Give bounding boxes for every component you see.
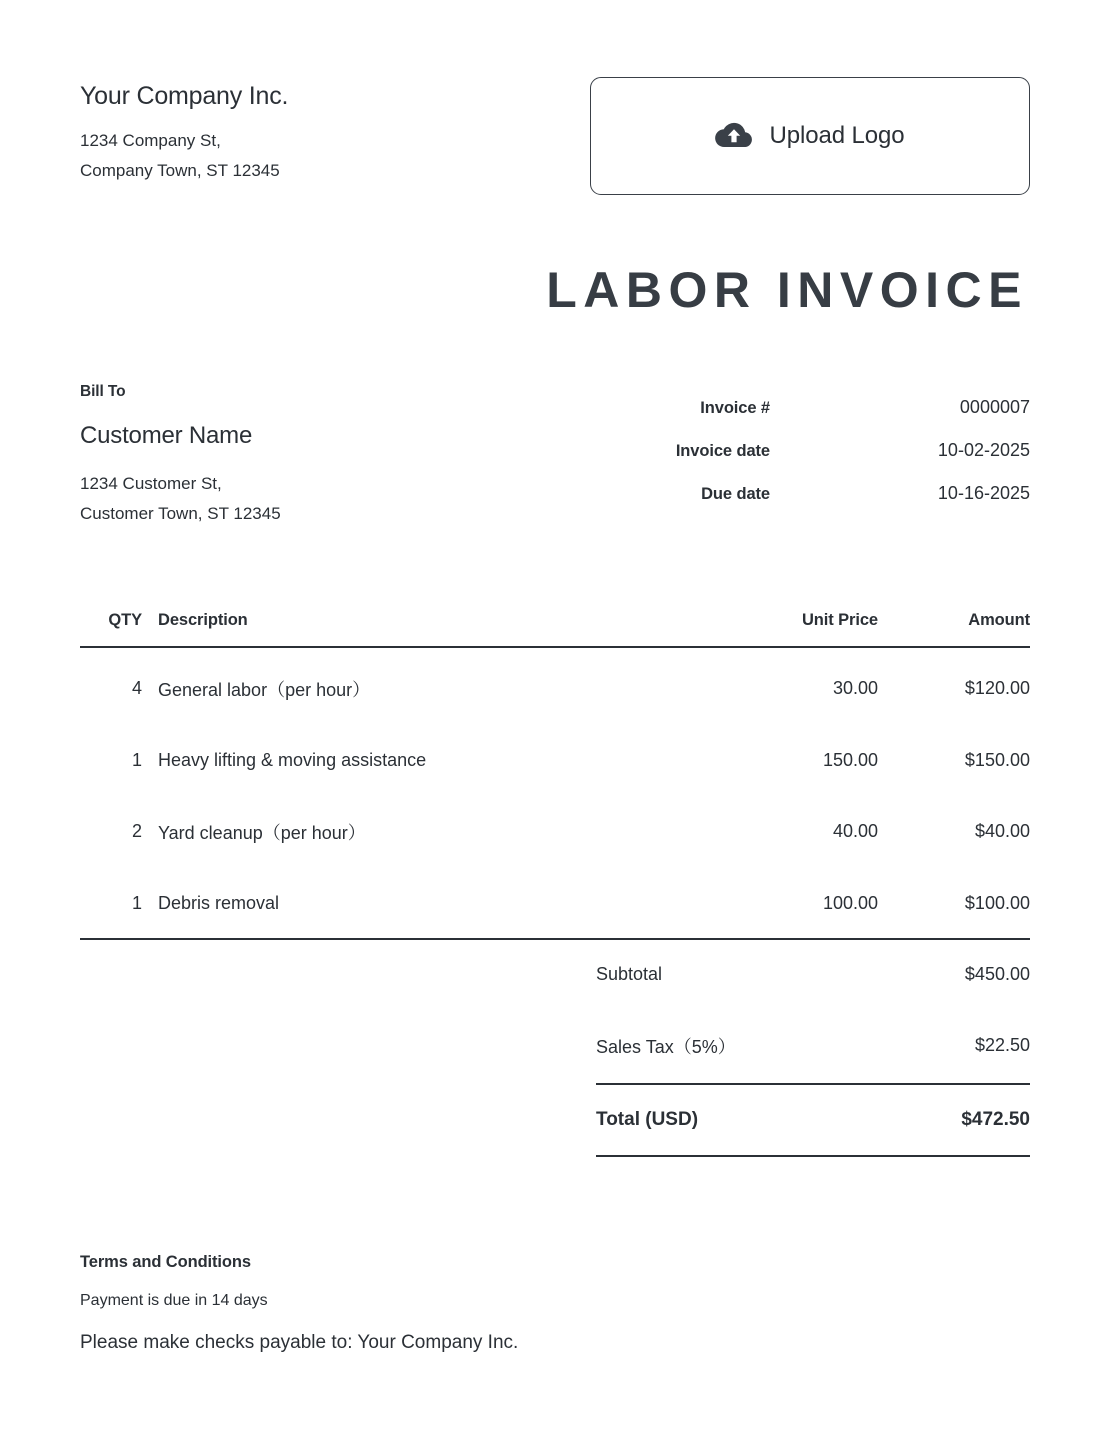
total-value: $472.50 [887, 1084, 1030, 1156]
table-row [80, 869, 1030, 939]
invoice-header [80, 0, 1030, 195]
row-unit-price: 150.00 [822, 749, 878, 770]
row-description: General labor（per hour） [158, 679, 371, 700]
company-name: Your Company Inc. [80, 82, 289, 110]
row-unit-price: 30.00 [832, 678, 878, 699]
terms-payment-due: Payment is due in 14 days [80, 1292, 268, 1309]
terms-checks-payable: Please make checks payable to: Your Company Inc. [80, 1332, 519, 1353]
bill-to-block [80, 383, 281, 530]
invoice-number-value: 0000007 [959, 397, 1030, 417]
row-unit-price: 40.00 [832, 821, 878, 842]
subtotal-label: Subtotal [596, 963, 663, 984]
due-date-value: 10-16-2025 [937, 483, 1030, 503]
row-amount: $120.00 [964, 678, 1030, 699]
header-qty: QTY [80, 611, 142, 647]
sales-tax-value: $22.50 [974, 1035, 1030, 1056]
table-row [80, 726, 1030, 795]
row-qty: 2 [131, 821, 142, 842]
page-title: LABOR INVOICE [546, 262, 1028, 318]
row-description: Debris removal [142, 869, 728, 939]
sales-tax-label: Sales Tax（5%） [596, 1036, 736, 1057]
row-qty: 1 [80, 869, 142, 939]
customer-address-line-2: Customer Town, ST 12345 [80, 504, 281, 524]
company-address-line-2: Company Town, ST 12345 [80, 161, 280, 181]
row-description: Heavy lifting & moving assistance [158, 749, 427, 770]
cloud-upload-icon [715, 121, 753, 151]
subtotal-row [596, 940, 1030, 1009]
due-date-label: Due date [701, 485, 770, 503]
invoice-date-value: 10-02-2025 [937, 440, 1030, 460]
line-items-table [80, 611, 1030, 940]
totals-section [80, 940, 1030, 1157]
row-qty: 1 [131, 749, 142, 770]
table-row [80, 647, 1030, 726]
total-label: Total (USD) [596, 1084, 887, 1156]
meta-row-invoice-date [676, 440, 1030, 483]
row-unit-price: 100.00 [728, 869, 878, 939]
customer-name: Customer Name [80, 422, 253, 449]
meta-row-due-date [676, 483, 1030, 526]
invoice-number-label: Invoice # [700, 399, 770, 417]
meta-row-invoice-number [676, 397, 1030, 440]
company-details [80, 84, 288, 187]
row-amount: $40.00 [974, 821, 1030, 842]
invoice-date-label: Invoice date [675, 442, 770, 460]
bill-to-label: Bill To [80, 383, 126, 400]
company-address-line-1: 1234 Company St, [80, 131, 221, 150]
row-description: Yard cleanup（per hour） [158, 822, 366, 843]
upload-logo-button[interactable] [590, 77, 1030, 195]
customer-address-line-1: 1234 Customer St, [80, 474, 222, 493]
sales-tax-row [596, 1009, 1030, 1084]
subtotal-value: $450.00 [964, 963, 1030, 984]
total-row [596, 1084, 1030, 1156]
parties-section [80, 383, 1030, 530]
row-amount: $150.00 [964, 749, 1030, 770]
invoice-meta-table [676, 397, 1030, 526]
terms-title: Terms and Conditions [80, 1253, 251, 1271]
table-row [80, 795, 1030, 869]
totals-table [596, 940, 1030, 1157]
upload-logo-label: Upload Logo [769, 122, 905, 149]
header-amount: Amount [878, 611, 1030, 647]
row-qty: 4 [131, 678, 142, 699]
header-unit-price: Unit Price [728, 611, 878, 647]
header-description: Description [142, 611, 728, 647]
table-header-row [80, 611, 1030, 647]
terms-and-conditions [80, 1253, 518, 1354]
row-amount: $100.00 [878, 869, 1030, 939]
